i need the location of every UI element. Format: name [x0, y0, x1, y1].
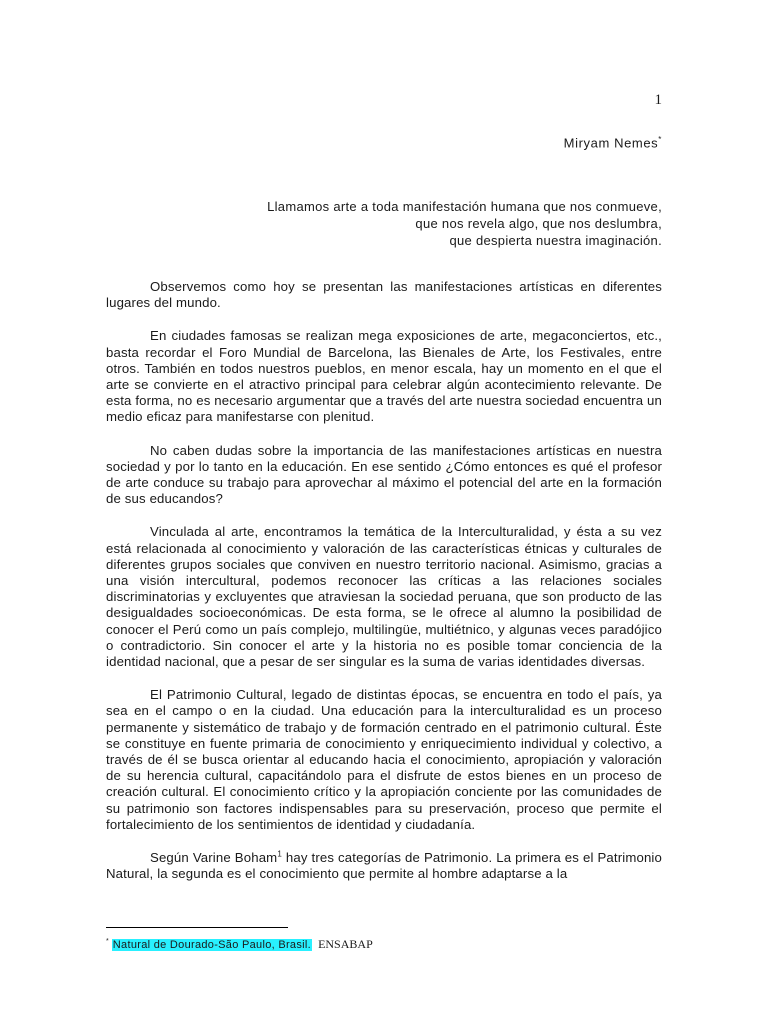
footnote-reference[interactable]: 1 — [277, 849, 282, 859]
paragraph: Observemos como hoy se presentan las manifestaciones artísticas en diferentes lugares del mundo. — [106, 279, 662, 311]
paragraph: El Patrimonio Cultural, legado de distintas épocas, se encuentra en todo el país, ya sea en el campo o en la ciudad. Una educación para la interculturalidad es un proceso permanente y sistemático de trabajo y de formación centrado en el patrimonio cultural. Éste se constituye en fuente primaria de conocimiento y enriquecimiento individual y colectivo, a través de él se busca orientar al educando hacia el conocimiento, apropiación y valoración de su herencia cultural, capacitándolo para el disfrute de estos bienes en un proceso de creación cultural. El conocimiento crítico y la apropiación conciente por las comunidades de su patrimonio son factores indispensables para su preservación, proceso que permite el fortalecimiento de los sentimientos de identidad y ciudadanía. — [106, 687, 662, 832]
body-text — [106, 279, 662, 900]
epigraph-line: Llamamos arte a toda manifestación humana que nos conmueve, — [267, 199, 662, 214]
author-footnote-marker[interactable]: * — [658, 135, 662, 144]
highlighted-text[interactable]: Natural de Dourado-São Paulo, Brasil. — [112, 938, 311, 951]
paragraph-lead: Según Varine Boham — [150, 850, 278, 866]
page-number: 1 — [654, 92, 662, 108]
author-name: Miryam Nemes — [563, 135, 659, 151]
paragraph-last — [106, 850, 662, 882]
footnote-separator — [106, 927, 288, 928]
paragraph-rest: hay tres categorías de Patrimonio. La primera es el Patrimonio Natural, la segunda es el conocimiento que permite al hombre adaptarse a la — [106, 850, 662, 882]
epigraph-line: que despierta nuestra imaginación. — [449, 233, 662, 248]
paragraph: Vinculada al arte, encontramos la temática de la Interculturalidad, y ésta a su vez está relacionada al conocimiento y valoración de las características étnicas y culturales de diferentes grupos sociales que conviven en nuestro territorio nacional. Asimismo, gracias a una visión intercultural, podemos reconocer las críticas a las relaciones sociales discriminatorias y excluyentes que atraviesan la sociedad peruana, que son producto de las desigualdades socioeconómicas. De esta forma, se le ofrece al alumno la posibilidad de conocer el Perú como un país complejo, multilingüe, multiétnico, y algunas veces paradójico o contradictorio. Sin conocer el arte y la historia no es posible tomar conciencia de la identidad nacional, que a pesar de ser singular es la suma de varias identidades diversas. — [106, 524, 662, 670]
epigraph — [200, 198, 662, 249]
author-line — [480, 135, 662, 150]
epigraph-line: que nos revela algo, que nos deslumbra, — [415, 216, 662, 231]
paragraph: No caben dudas sobre la importancia de las manifestaciones artísticas en nuestra sociedad y por lo tanto en la educación. En ese sentido ¿Cómo entonces es qué el profesor de arte conduce su trabajo para aprovechar al máximo el potencial del arte en la formación de sus educandos? — [106, 442, 662, 507]
footnote — [106, 935, 662, 952]
footnote-organization: ENSABAP — [318, 936, 373, 951]
footnote-marker: * — [106, 938, 109, 945]
paragraph: En ciudades famosas se realizan mega exposiciones de arte, megaconciertos, etc., basta recordar el Foro Mundial de Barcelona, las Bienales de Arte, los Festivales, entre otros. También en todos nuestros pueblos, en menor escala, hay un momento en el que el arte se convierte en el atractivo principal para celebrar algún acontecimiento relevante. De esta forma, no es necesario argumentar que a través del arte nuestra sociedad encuentra un medio eficaz para manifestarse con plenitud. — [106, 328, 662, 425]
